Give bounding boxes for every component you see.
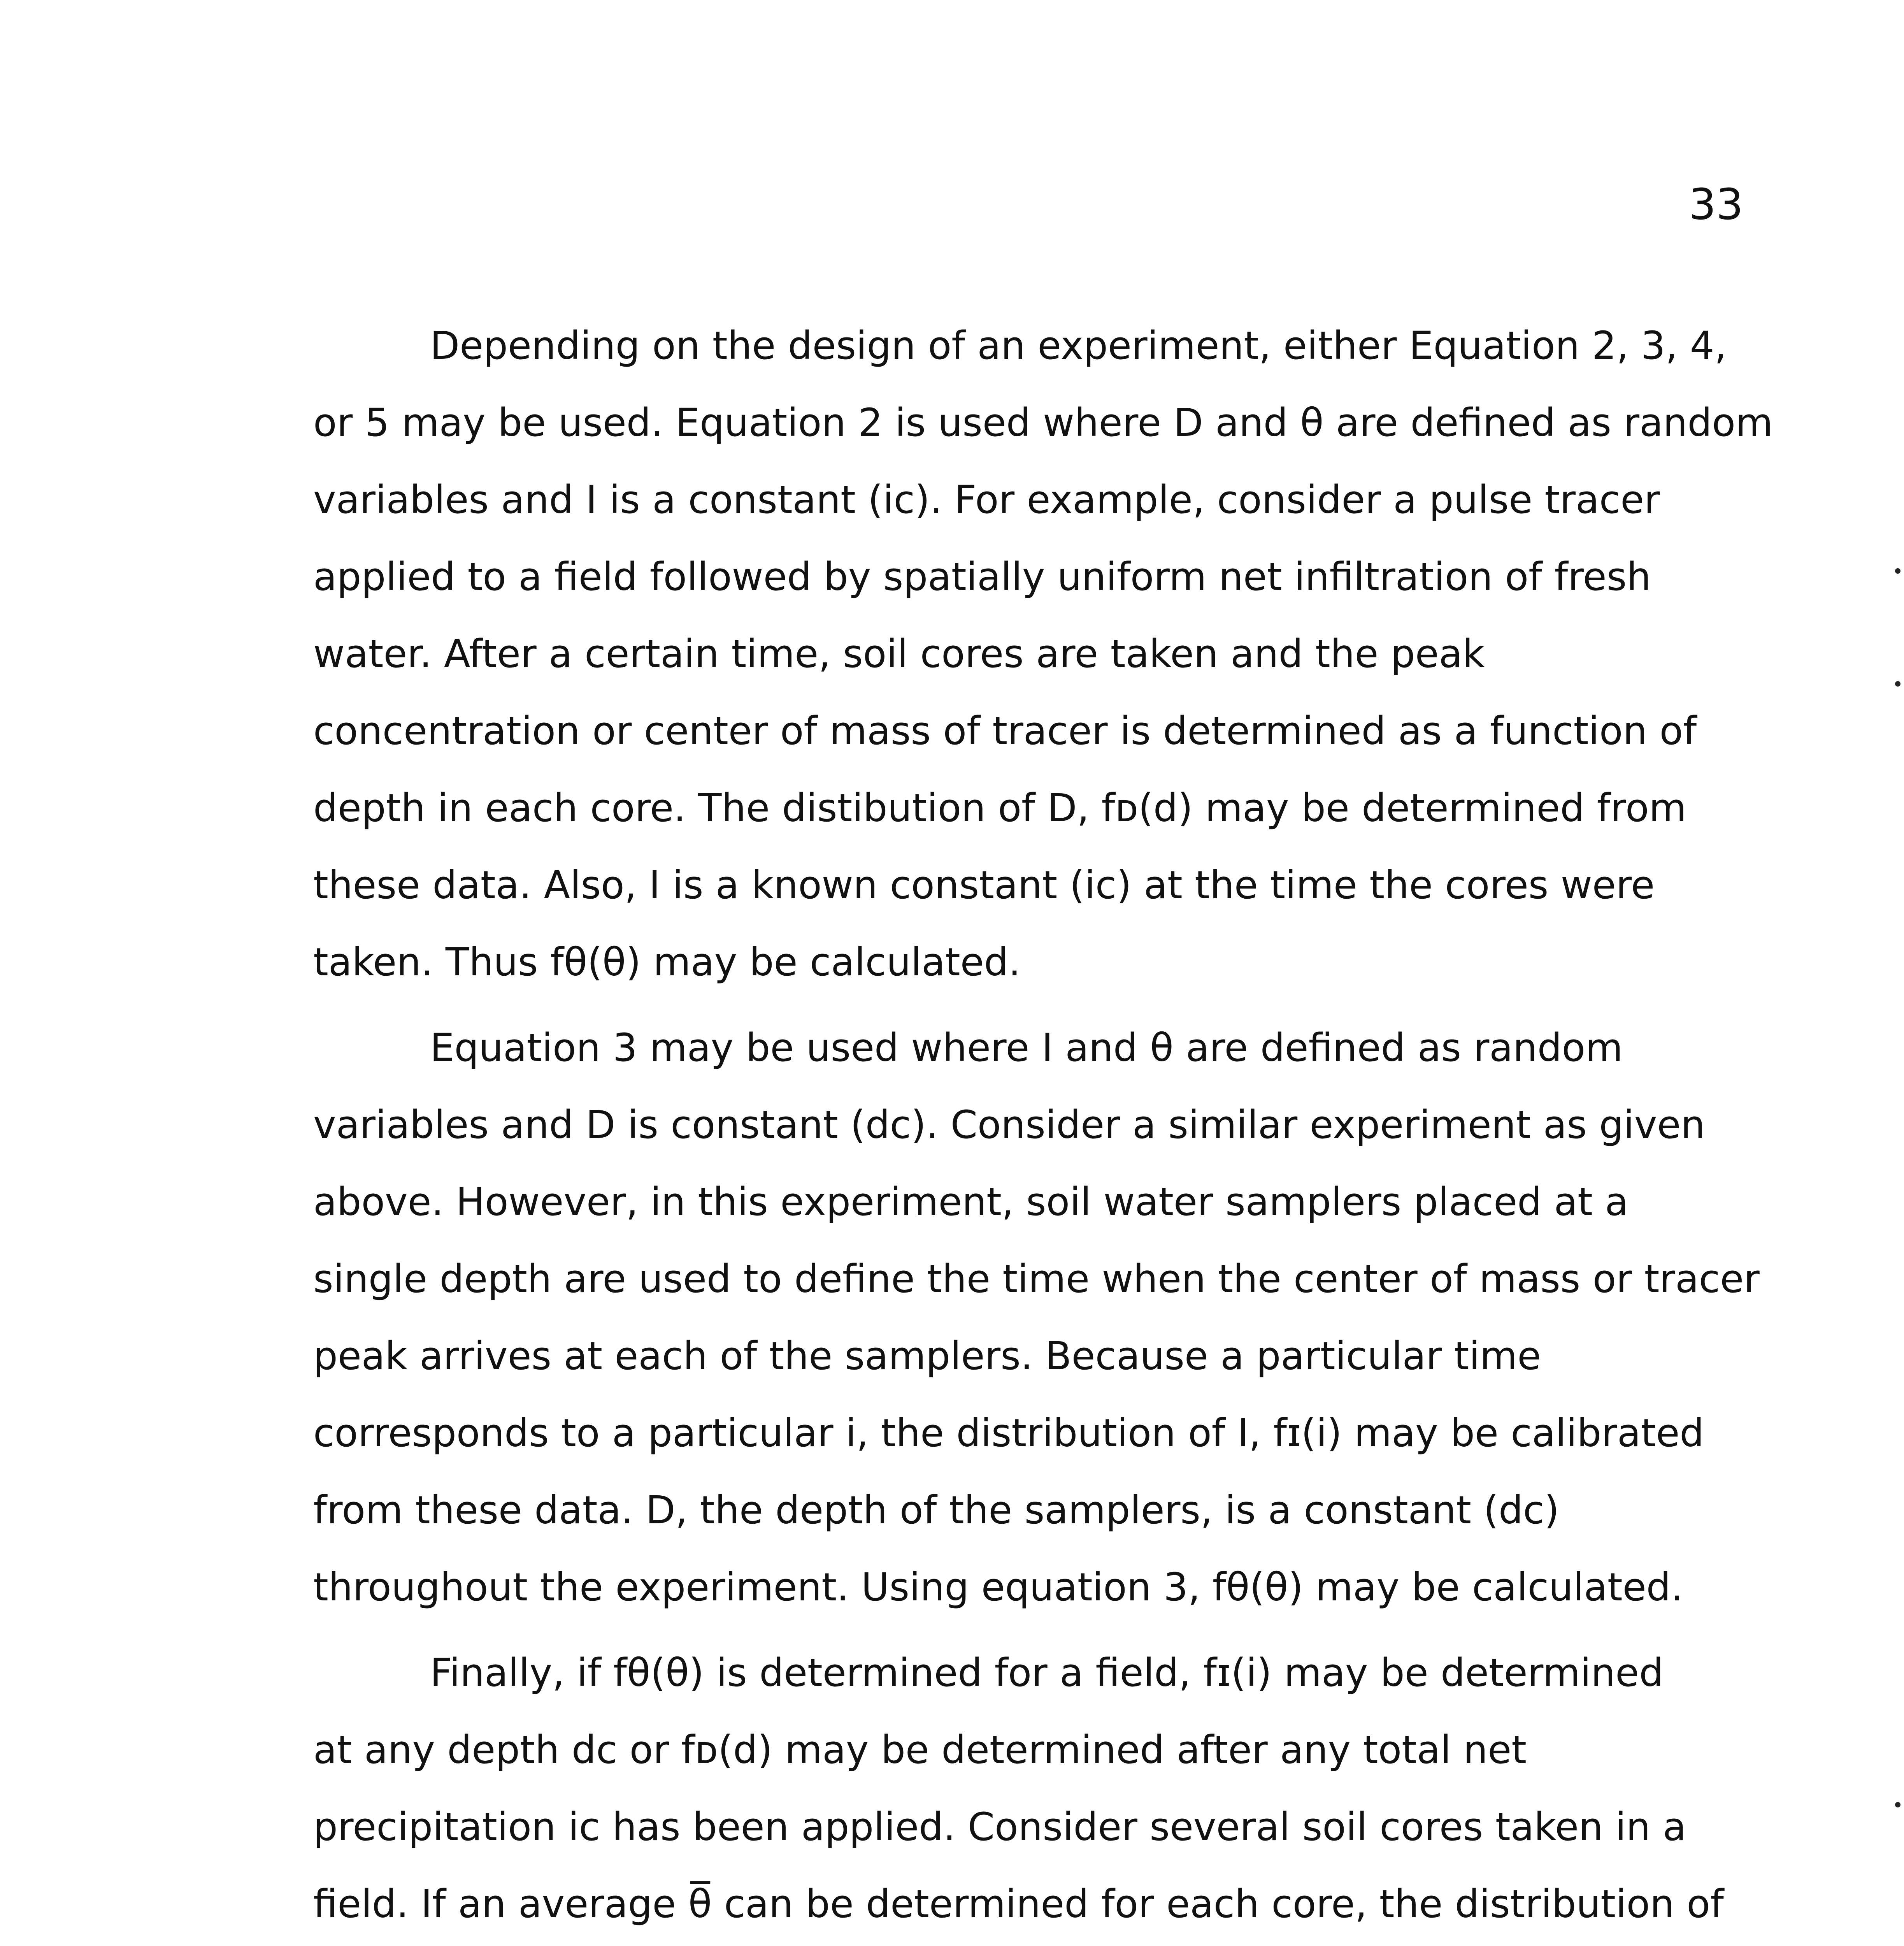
text-line: concentration or center of mass of tracer is determined as a function of — [313, 709, 1697, 753]
text-line: or 5 may be used. Equation 2 is used where D and θ are defined as random — [313, 400, 1773, 445]
text-line: field. If an average θ̅ can be determined for each core, the distribution of — [313, 1882, 1724, 1927]
scan-speck — [1895, 681, 1900, 687]
text-line: variables and D is constant (dᴄ). Consider a similar experiment as given — [313, 1103, 1706, 1147]
text-line: water. After a certain time, soil cores are taken and the peak — [313, 632, 1485, 676]
text-line: at any depth dᴄ or fᴅ(d) may be determined after any total net — [313, 1728, 1527, 1772]
text-line: throughout the experiment. Using equation 3, fθ(θ) may be calculated. — [313, 1565, 1683, 1610]
text-line: Finally, if fθ(θ) is determined for a field, fɪ(i) may be determined — [430, 1651, 1664, 1695]
paragraph-3 — [313, 1635, 1734, 1946]
text-line: precipitation iᴄ has been applied. Consider several soil cores taken in a — [313, 1805, 1686, 1849]
body-text — [313, 307, 1773, 1946]
text-line: taken. Thus fθ(θ) may be calculated. — [313, 940, 1021, 985]
text-line: depth in each core. The distibution of D, fᴅ(d) may be determined from — [313, 786, 1686, 831]
text-line: corresponds to a particular i, the distribution of I, fɪ(i) may be calibrated — [313, 1411, 1704, 1456]
text-line: peak arrives at each of the samplers. Because a particular time — [313, 1334, 1541, 1379]
text-line: applied to a field followed by spatially uniform net infiltration of fresh — [313, 555, 1651, 599]
scan-speck — [1895, 568, 1900, 574]
scan-speck — [1895, 1802, 1900, 1807]
page-number: 33 — [1689, 179, 1743, 229]
text-line: Equation 3 may be used where I and θ are defined as random — [430, 1026, 1623, 1070]
paragraph-1 — [313, 307, 1773, 1001]
text-line: variables and I is a constant (iᴄ). For example, consider a pulse tracer — [313, 478, 1660, 522]
text-line — [313, 1943, 1734, 1946]
text-line: above. However, in this experiment, soil water samplers placed at a — [313, 1180, 1629, 1224]
text-line: single depth are used to define the time when the center of mass or tracer — [313, 1257, 1760, 1301]
text-line: these data. Also, I is a known constant (iᴄ) at the time the cores were — [313, 863, 1655, 908]
text-line: Depending on the design of an experiment, either Equation 2, 3, 4, — [430, 323, 1727, 368]
text-line: from these data. D, the depth of the samplers, is a constant (dᴄ) — [313, 1488, 1559, 1533]
paragraph-2 — [313, 1010, 1760, 1626]
